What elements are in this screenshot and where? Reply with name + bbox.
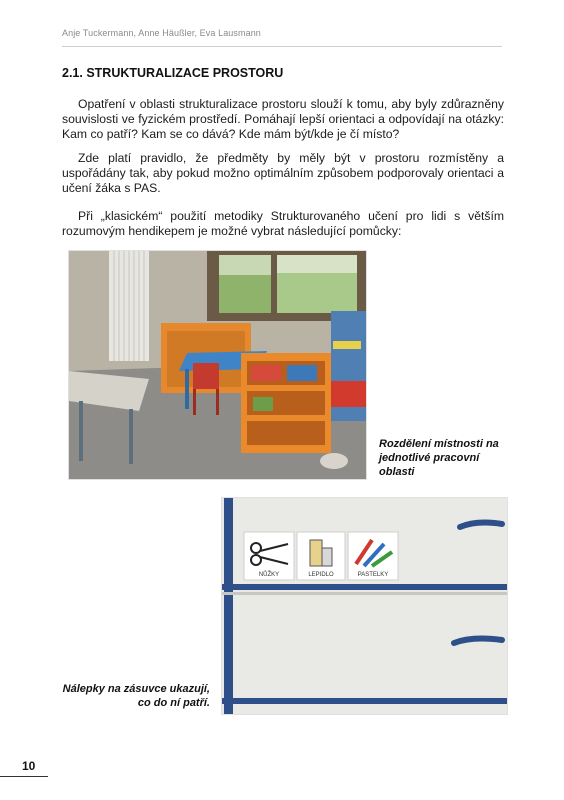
paragraph-3: Při „klasickém“ použití metodiky Strukturovaného učení pro lidi s větším rozumovým hendikepem je možné vybrat následující pomůcky: (62, 209, 504, 238)
sticker-label-crayons: PASTELKY (357, 572, 389, 578)
figure-1-caption: Rozdělení místnosti na jednotlivé pracovní oblasti (379, 438, 499, 478)
figure-2-caption: Nálepky na zásuvce ukazují, co do ní patří. (62, 683, 210, 709)
paragraph-2: Zde platí pravidlo, že předměty by měly být v prostoru rozmístěny a uspořádány tak, aby pokud možno optimálním způsobem podporovaly orientaci a učení žáka s PAS. (62, 151, 504, 195)
paragraph-1: Opatření v oblasti strukturalizace prostoru slouží k tomu, aby byly zdůrazněny souvislosti ve fyzickém prostředí. Pomáhají lepší orientaci a odpovídají na otázky: Kam co patří? Kam se co dává? Kde mám být/kde je čí místo? (62, 97, 504, 141)
header-rule (62, 46, 502, 47)
page-number: 10 (22, 759, 36, 773)
drawer-illustration (222, 498, 507, 714)
sticker-label-glue: LEPIDLO (308, 572, 334, 578)
section-heading: 2.1. STRUKTURALIZACE PROSTORU (62, 66, 284, 80)
sticker-label-scissors: NŮŽKY (258, 572, 280, 578)
classroom-illustration (69, 251, 366, 479)
running-header: Anje Tuckermann, Anne Häußler, Eva Lausmann (62, 28, 261, 38)
classroom-photo (68, 250, 367, 480)
page-number-rule (0, 776, 48, 777)
drawer-photo (221, 497, 508, 715)
